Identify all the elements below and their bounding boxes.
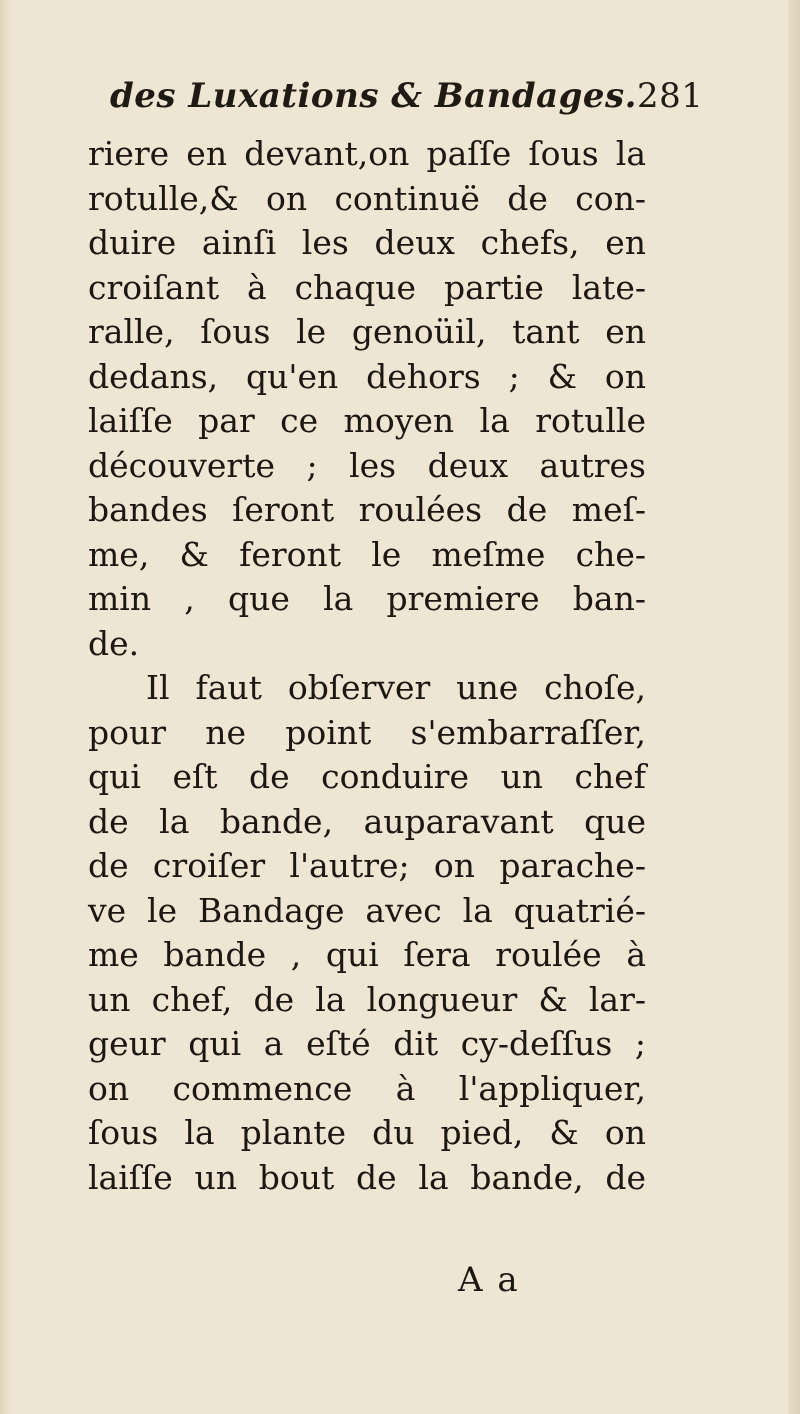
text-line: de croiſer l'autre; on parache- [88, 846, 646, 885]
text-line: un chef, de la longueur & lar- [88, 979, 646, 1019]
running-head-title: des Luxations & Bandages. [110, 76, 638, 116]
text-line: pour ne point s'embarraſſer, [88, 712, 646, 752]
text-line: laiſſe par ce moyen la rotulle [88, 401, 646, 440]
text-line: de la bande, auparavant que [88, 801, 646, 841]
text-line: bandes ſeront roulées de meſ- [88, 490, 646, 529]
body-text [88, 132, 646, 1200]
text-line: me bande , qui ſera roulée à [88, 935, 646, 974]
text-line: me, & feront le meſme che- [88, 534, 646, 574]
text-line: rotulle,& on continuë de con- [88, 178, 646, 218]
text-line: min , que la premiere ban- [88, 579, 646, 618]
text-line: ve le Bandage avec la quatrié- [88, 890, 646, 930]
text-line: de. [88, 623, 140, 663]
text-line: découverte ; les deux autres [88, 445, 646, 485]
page-number: 281 [637, 76, 704, 116]
text-line: Il faut obſerver une choſe, [146, 668, 646, 707]
text-line: dedans, qu'en dehors ; & on [88, 356, 646, 396]
text-line: qui eſt de conduire un chef [88, 757, 646, 796]
text-line: on commence à l'appliquer, [88, 1068, 646, 1108]
text-line: duire ainſi les deux chefs, en [88, 223, 646, 262]
text-line: riere en devant,on paſſe ſous la [88, 134, 646, 173]
text-line: laiſſe un bout de la bande, de [88, 1157, 646, 1197]
catchword: A a [458, 1260, 520, 1300]
page-right-edge [788, 0, 800, 1414]
running-head [110, 76, 704, 116]
text-line: ſous la plante du pied, & on [88, 1113, 646, 1152]
page-left-edge [0, 0, 10, 1414]
text-line: croiſant à chaque partie late- [88, 267, 646, 307]
text-line: geur qui a eſté dit cy-deſſus ; [88, 1024, 646, 1063]
text-line: ralle, ſous le genoüil, tant en [88, 312, 646, 351]
